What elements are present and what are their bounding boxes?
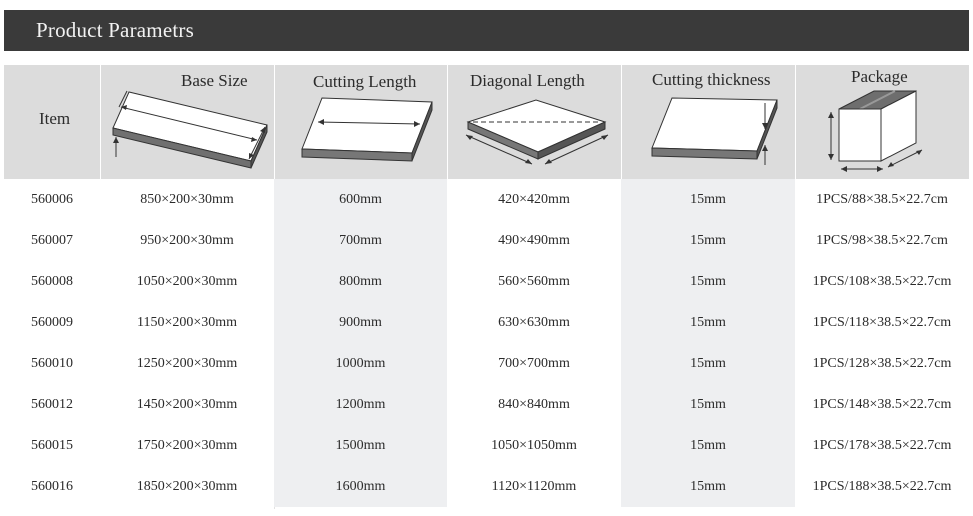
cell-cutting-thickness: 15mm xyxy=(621,179,795,220)
cell-diagonal-length: 1120×1120mm xyxy=(491,479,577,494)
cell-package: 1PCS/128×38.5×22.7cm xyxy=(812,356,952,371)
cell-item: 560016 xyxy=(31,479,73,494)
header-cutting-thickness xyxy=(622,65,795,179)
header-package xyxy=(796,65,969,179)
cell-base-size: 1050×200×30mm xyxy=(136,274,238,289)
cell-cutting-thickness: 15mm xyxy=(621,384,795,425)
cell-item: 560007 xyxy=(31,233,73,248)
cell-package: 1PCS/108×38.5×22.7cm xyxy=(812,274,952,289)
cell-package: 1PCS/188×38.5×22.7cm xyxy=(812,479,952,494)
cell-cutting-thickness: 15mm xyxy=(621,220,795,261)
cell-base-size: 1250×200×30mm xyxy=(136,356,238,371)
cell-package: 1PCS/148×38.5×22.7cm xyxy=(812,397,952,412)
header-diagonal-length-label: Diagonal Length xyxy=(470,71,585,90)
cell-item: 560006 xyxy=(31,192,73,207)
cell-base-size: 1450×200×30mm xyxy=(136,397,238,412)
header-package-label: Package xyxy=(851,67,908,86)
diagonal-length-illustration-icon xyxy=(448,65,621,179)
title-bar xyxy=(4,10,969,51)
header-base-size xyxy=(101,65,274,179)
table-row xyxy=(4,343,969,384)
cell-diagonal-length: 420×420mm xyxy=(498,192,570,207)
page-title: Product Parametrs xyxy=(36,18,194,42)
cell-package: 1PCS/178×38.5×22.7cm xyxy=(812,438,952,453)
cell-diagonal-length: 1050×1050mm xyxy=(491,438,577,453)
cell-diagonal-length: 630×630mm xyxy=(498,315,570,330)
cell-diagonal-length: 700×700mm xyxy=(498,356,570,371)
base-size-illustration-icon xyxy=(101,65,274,179)
table-row xyxy=(4,425,969,466)
header-cutting-length-label: Cutting Length xyxy=(313,72,417,91)
cell-cutting-length: 1500mm xyxy=(274,425,447,466)
cell-item: 560009 xyxy=(31,315,73,330)
cell-item: 560015 xyxy=(31,438,73,453)
header-cutting-thickness-label: Cutting thickness xyxy=(652,70,771,89)
cell-cutting-length: 1000mm xyxy=(274,343,447,384)
table-header xyxy=(4,65,969,179)
cutting-thickness-illustration-icon xyxy=(622,65,795,179)
table-row xyxy=(4,302,969,343)
cell-item: 560008 xyxy=(31,274,73,289)
cell-cutting-thickness: 15mm xyxy=(621,261,795,302)
cell-cutting-length: 1600mm xyxy=(274,466,447,507)
header-item xyxy=(4,65,100,179)
cell-diagonal-length: 840×840mm xyxy=(498,397,570,412)
header-cutting-length xyxy=(275,65,447,179)
cell-package: 1PCS/88×38.5×22.7cm xyxy=(816,192,948,207)
cell-package: 1PCS/98×38.5×22.7cm xyxy=(816,233,948,248)
cell-cutting-length: 1200mm xyxy=(274,384,447,425)
cell-cutting-thickness: 15mm xyxy=(621,343,795,384)
cell-cutting-length: 600mm xyxy=(274,179,447,220)
header-base-size-label: Base Size xyxy=(181,71,248,90)
table-row xyxy=(4,384,969,425)
cell-base-size: 1750×200×30mm xyxy=(136,438,238,453)
cell-package: 1PCS/118×38.5×22.7cm xyxy=(812,315,952,330)
package-box-icon xyxy=(796,65,969,179)
cell-base-size: 850×200×30mm xyxy=(140,192,234,207)
cell-diagonal-length: 560×560mm xyxy=(498,274,570,289)
cell-base-size: 1150×200×30mm xyxy=(136,315,238,330)
cell-base-size: 1850×200×30mm xyxy=(136,479,238,494)
cell-diagonal-length: 490×490mm xyxy=(498,233,570,248)
cell-cutting-thickness: 15mm xyxy=(621,466,795,507)
cell-cutting-length: 700mm xyxy=(274,220,447,261)
table-row xyxy=(4,466,969,507)
table-row xyxy=(4,261,969,302)
cell-cutting-thickness: 15mm xyxy=(621,302,795,343)
header-diagonal-length xyxy=(448,65,621,179)
header-item-label: Item xyxy=(39,109,71,128)
table-row xyxy=(4,179,969,220)
cell-item: 560010 xyxy=(31,356,73,371)
cell-cutting-thickness: 15mm xyxy=(621,425,795,466)
cutting-length-illustration-icon xyxy=(275,65,447,179)
table-row xyxy=(4,220,969,261)
cell-item: 560012 xyxy=(31,397,73,412)
cell-cutting-length: 900mm xyxy=(274,302,447,343)
cell-cutting-length: 800mm xyxy=(274,261,447,302)
cell-base-size: 950×200×30mm xyxy=(140,233,234,248)
